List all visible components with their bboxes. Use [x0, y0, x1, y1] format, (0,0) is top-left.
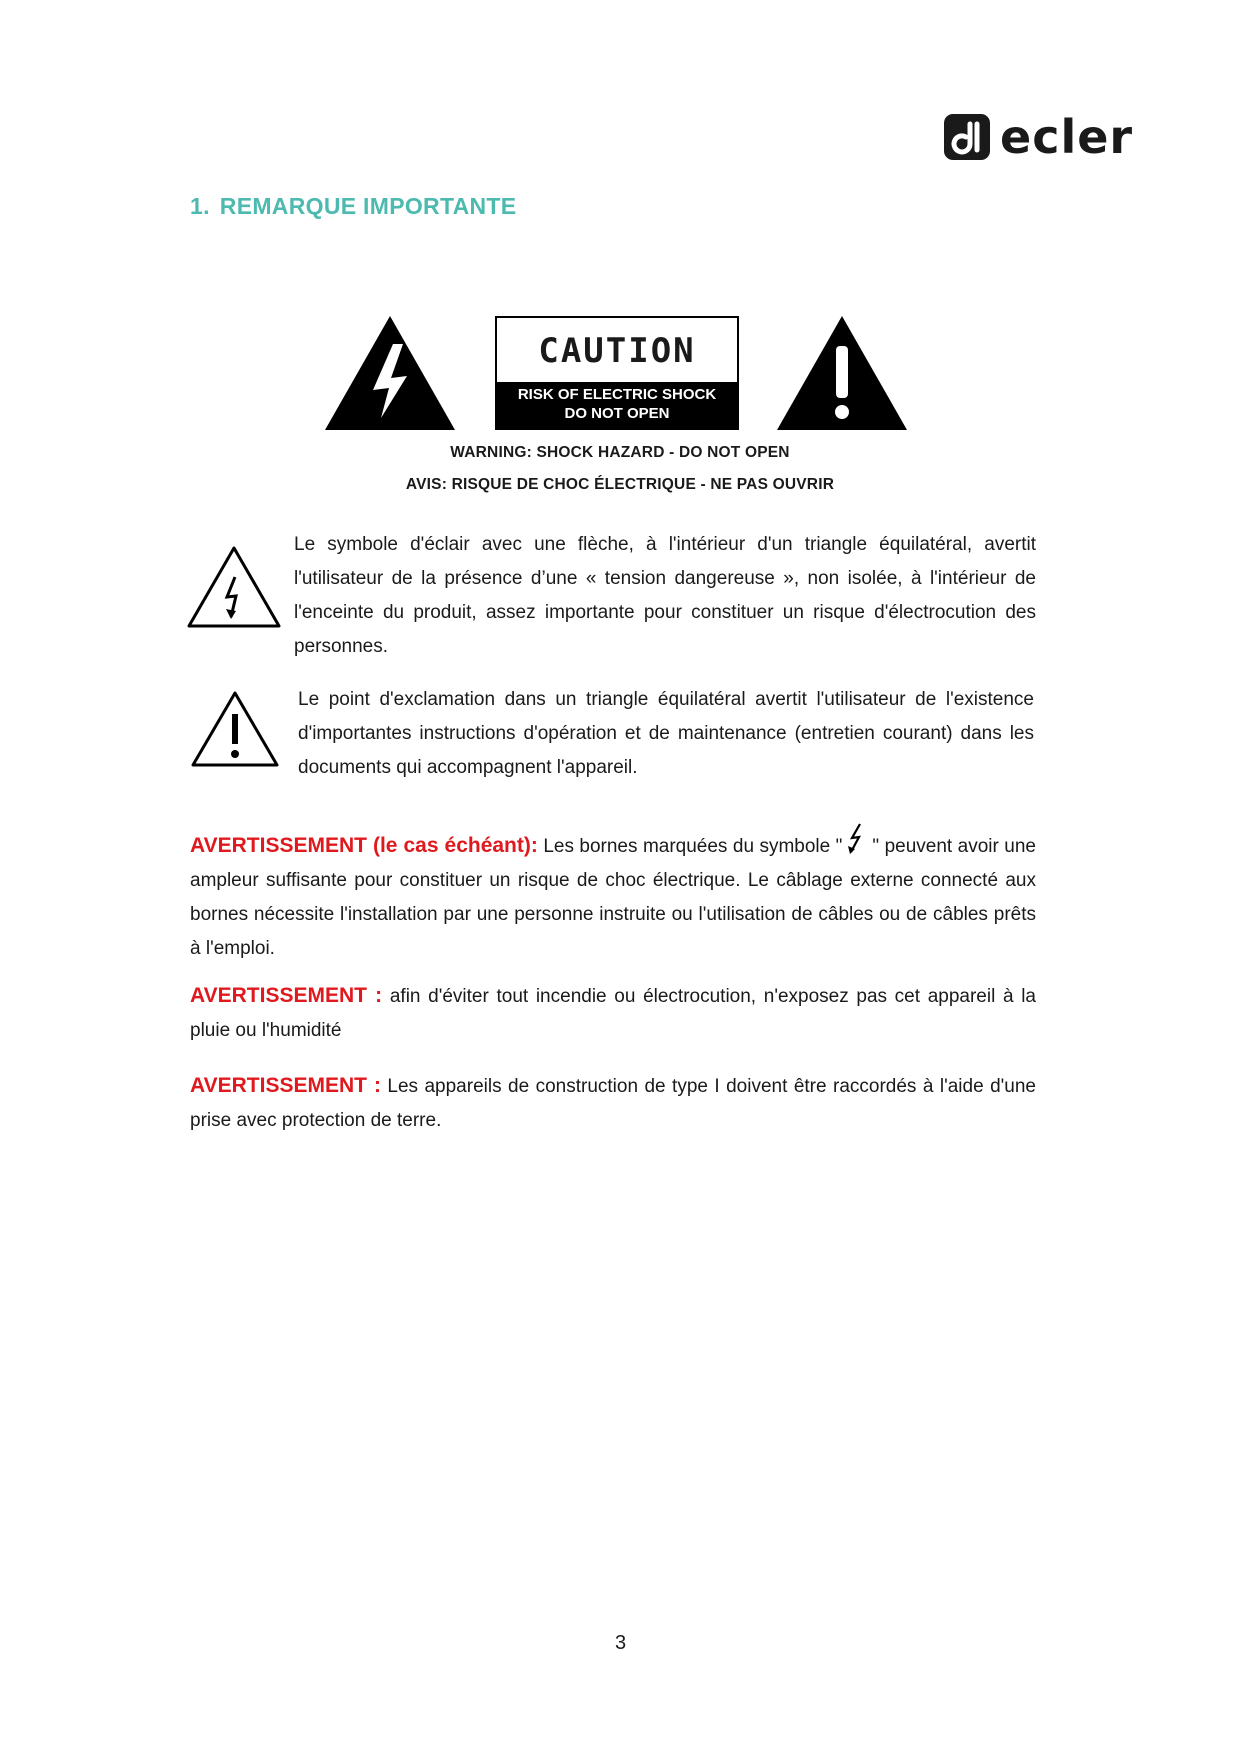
lightning-triangle-icon [186, 545, 282, 629]
warning-label: AVERTISSEMENT (le cas échéant): [190, 834, 538, 857]
warning-french: AVIS: RISQUE DE CHOC ÉLECTRIQUE - NE PAS OUVRIR [405, 476, 835, 493]
warning-english: WARNING: SHOCK HAZARD - DO NOT OPEN [450, 444, 790, 461]
warning-fire [190, 979, 1036, 1048]
exclamation-symbol-description: Le point d'exclamation dans un triangle équilatéral avertit l'utilisateur de l'existence d'importantes instructions d'opération et de maintenance (entretien courant) dans les documents qui accompagnent l'appareil. [298, 689, 1034, 778]
section-number: 1. [190, 193, 210, 219]
ecler-logo-text: ecler [1000, 110, 1134, 164]
section-title [190, 193, 516, 220]
caution-box [495, 316, 739, 430]
exclamation-triangle-icon [190, 690, 280, 768]
ecler-logo [944, 110, 1134, 164]
warning-ground [190, 1069, 1036, 1138]
risk-line-1: RISK OF ELECTRIC SHOCK [517, 386, 717, 403]
lightning-symbol-description: Le symbole d'éclair avec une flèche, à l'intérieur d'un triangle équilatéral, avertit l'utilisateur de la présence d’une « tension dangereuse », non isolée, à l'intérieur de l'enceinte du produit, assez importante pour constituer un risque d'électrocution des personnes. [294, 534, 1036, 657]
section-title-text: REMARQUE IMPORTANTE [219, 193, 517, 219]
warning-text-after: " peuvent avoir une ampleur suffisante pour constituer un risque de choc électrique. Le câblage externe connecté aux bornes nécessite l'installation par une personne instruite ou l'utilisation de câbles ou de câbles prêts à l'emploi. [190, 836, 1036, 959]
page-number: 3 [614, 1632, 627, 1654]
warning-text: afin d'éviter tout incendie ou électrocution, n'exposez pas cet appareil à la pluie ou l'humidité [190, 986, 1036, 1041]
caution-label: CAUTION [538, 331, 696, 371]
ecler-logo-icon [944, 114, 990, 160]
warning-text-before: Les bornes marquées du symbole " [537, 836, 843, 857]
lightning-bolt-icon [842, 822, 872, 856]
risk-line-2: DO NOT OPEN [564, 405, 670, 422]
warning-terminals [190, 822, 1036, 966]
caution-graphic [320, 310, 920, 500]
warning-label: AVERTISSEMENT : [190, 984, 383, 1007]
lightning-triangle-icon [323, 314, 457, 432]
warning-label: AVERTISSEMENT : [190, 1074, 381, 1097]
warning-text: Les appareils de construction de type I doivent être raccordés à l'aide d'une prise avec protection de terre. [190, 1076, 1036, 1131]
risk-label [497, 382, 737, 428]
exclamation-triangle-icon [775, 314, 909, 432]
